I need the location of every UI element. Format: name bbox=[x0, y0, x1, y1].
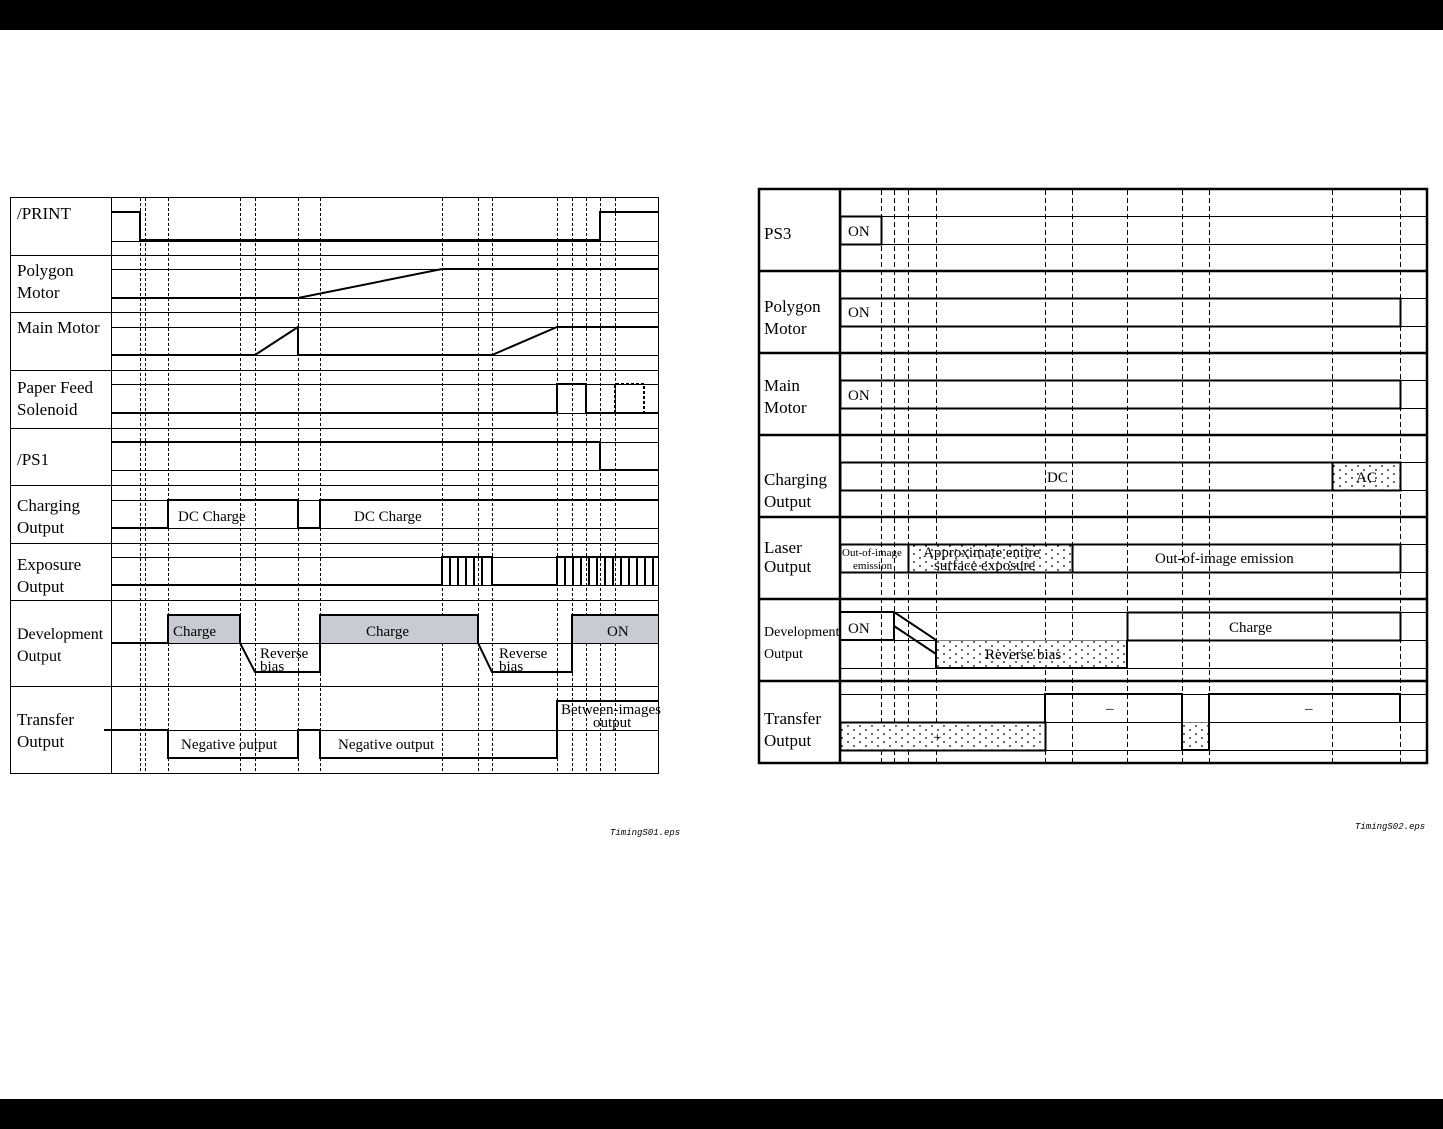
d1-label-development-2: Output bbox=[17, 648, 62, 665]
d2-label-polygon-1: Polygon bbox=[764, 297, 821, 316]
d1-dc-charge-2: DC Charge bbox=[354, 509, 422, 525]
d1-label-ps1: /PS1 bbox=[17, 450, 50, 469]
d2-ps3-on: ON bbox=[848, 224, 870, 240]
d1-between-images-1: Between-images bbox=[561, 702, 661, 718]
d2-dev-on: ON bbox=[848, 621, 870, 637]
d2-dev-reverse-bias: Reverse bias bbox=[985, 647, 1062, 663]
d1-signal-main-motor bbox=[111, 327, 658, 355]
d2-charging-ac: AC bbox=[1356, 470, 1377, 486]
d2-label-development-1: Development bbox=[764, 625, 840, 640]
d2-label-charging-2: Output bbox=[764, 492, 812, 511]
d2-label-laser-2: Output bbox=[764, 557, 812, 576]
d1-between-images-2: output bbox=[593, 715, 632, 731]
d2-label-transfer-2: Output bbox=[764, 731, 812, 750]
d2-transfer-plus: + bbox=[933, 730, 942, 746]
d2-signal-transfer-plus bbox=[841, 723, 1046, 751]
d2-signal-transfer-plus-2 bbox=[1183, 723, 1210, 751]
d2-signal-main bbox=[841, 381, 1401, 409]
d2-laser-approx-b: surface exposure bbox=[934, 558, 1036, 574]
d1-reverse-bias-2a: Reverse bbox=[499, 646, 548, 662]
d2-label-main-2: Motor bbox=[764, 398, 807, 417]
d2-laser-approx-a: Approximate entire bbox=[923, 545, 1041, 561]
d1-filename: TimingS01.eps bbox=[610, 828, 681, 838]
d1-label-exposure-1: Exposure bbox=[17, 555, 82, 574]
d2-label-transfer-1: Transfer bbox=[764, 709, 821, 728]
d1-negative-output-2: Negative output bbox=[338, 737, 435, 753]
d2-laser-ooi-b: emission bbox=[853, 560, 893, 572]
d1-reverse-bias-1b: bias bbox=[260, 659, 285, 675]
d1-label-polygon-2: Motor bbox=[17, 283, 60, 302]
d1-reverse-bias-1a: Reverse bbox=[260, 646, 309, 662]
d1-signal-paper-feed bbox=[111, 384, 658, 413]
diagram2-time-markers bbox=[882, 190, 1401, 762]
d2-label-main-1: Main bbox=[764, 376, 800, 395]
timing-diagram-1 bbox=[10, 197, 680, 838]
d1-label-exposure-2: Output bbox=[17, 577, 65, 596]
d1-label-polygon-1: Polygon bbox=[17, 261, 74, 280]
d1-dev-on: ON bbox=[607, 624, 629, 640]
d1-dev-charge-2: Charge bbox=[366, 624, 410, 640]
d1-label-main: Main Motor bbox=[17, 318, 100, 337]
d1-signal-ps1 bbox=[111, 442, 658, 470]
d2-polygon-on: ON bbox=[848, 305, 870, 321]
d1-label-transfer-2: Output bbox=[17, 732, 65, 751]
d2-transfer-minus-2: – bbox=[1305, 701, 1313, 717]
d2-label-charging-1: Charging bbox=[764, 470, 827, 489]
timing-diagram-2 bbox=[759, 189, 1427, 832]
d1-reverse-bias-2b: bias bbox=[499, 659, 524, 675]
d2-label-development-2: Output bbox=[764, 647, 803, 662]
d1-label-transfer-1: Transfer bbox=[17, 710, 74, 729]
d1-dev-charge-1: Charge bbox=[173, 624, 217, 640]
d2-transfer-minus-1: – bbox=[1106, 701, 1114, 717]
d2-dev-charge: Charge bbox=[1229, 620, 1273, 636]
d1-signal-print bbox=[111, 212, 658, 240]
d1-label-charging-1: Charging bbox=[17, 496, 80, 515]
d2-label-laser-1: Laser bbox=[764, 538, 802, 557]
d2-laser-ooi-full: Out-of-image emission bbox=[1155, 551, 1294, 567]
diagram2-frame bbox=[759, 189, 1427, 763]
d2-signal-charging-dc bbox=[841, 463, 1333, 491]
d1-label-charging-2: Output bbox=[17, 518, 65, 537]
timing-charts bbox=[0, 30, 1443, 1099]
d2-main-on: ON bbox=[848, 388, 870, 404]
d1-signal-exposure bbox=[111, 557, 658, 585]
d2-laser-ooi-a: Out-of-image bbox=[842, 547, 902, 559]
d1-label-development-1: Development bbox=[17, 626, 104, 643]
d1-label-paper-1: Paper Feed bbox=[17, 378, 94, 397]
d2-label-polygon-2: Motor bbox=[764, 319, 807, 338]
d1-signal-polygon bbox=[111, 269, 658, 298]
d1-signal-paper-feed-dotted bbox=[615, 384, 644, 413]
diagram2-row-separators bbox=[759, 271, 1427, 681]
d2-label-ps3: PS3 bbox=[764, 224, 792, 243]
d2-charging-dc: DC bbox=[1047, 470, 1068, 486]
d2-filename: TimingS02.eps bbox=[1355, 822, 1426, 832]
d1-label-print: /PRINT bbox=[17, 204, 71, 223]
page bbox=[0, 30, 1443, 1099]
d2-signal-polygon bbox=[841, 299, 1401, 327]
d1-negative-output-1: Negative output bbox=[181, 737, 278, 753]
d1-dc-charge-1: DC Charge bbox=[178, 509, 246, 525]
d1-label-paper-2: Solenoid bbox=[17, 400, 78, 419]
